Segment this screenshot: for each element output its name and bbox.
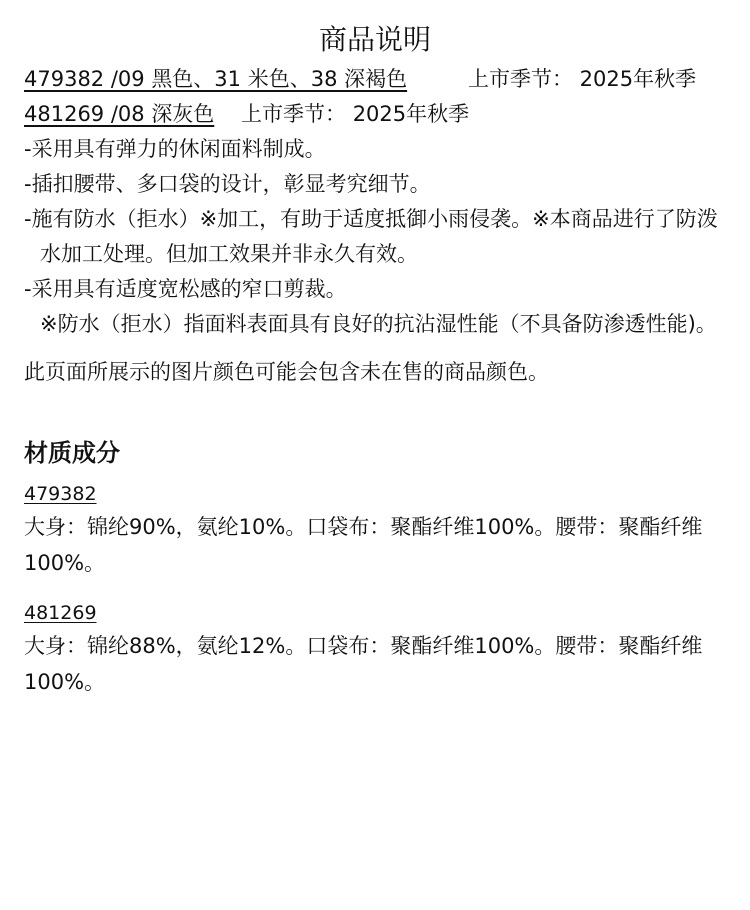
spacer xyxy=(24,390,726,427)
spacer xyxy=(24,581,726,598)
feature-item: -采用具有适度宽松感的窄口剪裁。 xyxy=(24,277,347,301)
material-code: 479382 xyxy=(24,483,97,505)
page-title: 商品说明 xyxy=(318,23,431,56)
material-code: 481269 xyxy=(24,602,97,624)
color-disclaimer: 此页面所展示的图片颜色可能会包含未在售的商品颜色。 xyxy=(24,360,549,384)
color-variant-link-2[interactable]: 481269 /08 深灰色 xyxy=(24,102,215,126)
material-composition: 大身：锦纶90%，氨纶10%。口袋布：聚酯纤维100%。腰带：聚酯纤维100%。 xyxy=(24,515,703,575)
spacer xyxy=(24,342,726,355)
material-item xyxy=(24,479,726,581)
waterproof-note: ※防水（拒水）指面料表面具有良好的抗沾湿性能（不具备防渗透性能)。 xyxy=(40,312,717,336)
material-heading: 材质成分 xyxy=(24,439,120,467)
feature-item: -采用具有弹力的休闲面料制成。 xyxy=(24,137,326,161)
color-row-2 xyxy=(24,97,726,132)
feature-item: -插扣腰带、多口袋的设计，彰显考究细节。 xyxy=(24,172,431,196)
season-label-2: 上市季节： 2025年秋季 xyxy=(241,102,470,126)
season-label-1: 上市季节： 2025年秋季 xyxy=(468,67,697,91)
material-item xyxy=(24,598,726,700)
color-variant-link-1[interactable]: 479382 /09 黑色、31 米色、38 深褐色 xyxy=(24,67,408,91)
color-row-1 xyxy=(24,62,726,97)
material-composition: 大身：锦纶88%，氨纶12%。口袋布：聚酯纤维100%。腰带：聚酯纤维100%。 xyxy=(24,634,703,694)
feature-item: -施有防水（拒水）※加工，有助于适度抵御小雨侵袭。※本商品进行了防泼水加工处理。但加工效果并非永久有效。 xyxy=(24,207,718,266)
